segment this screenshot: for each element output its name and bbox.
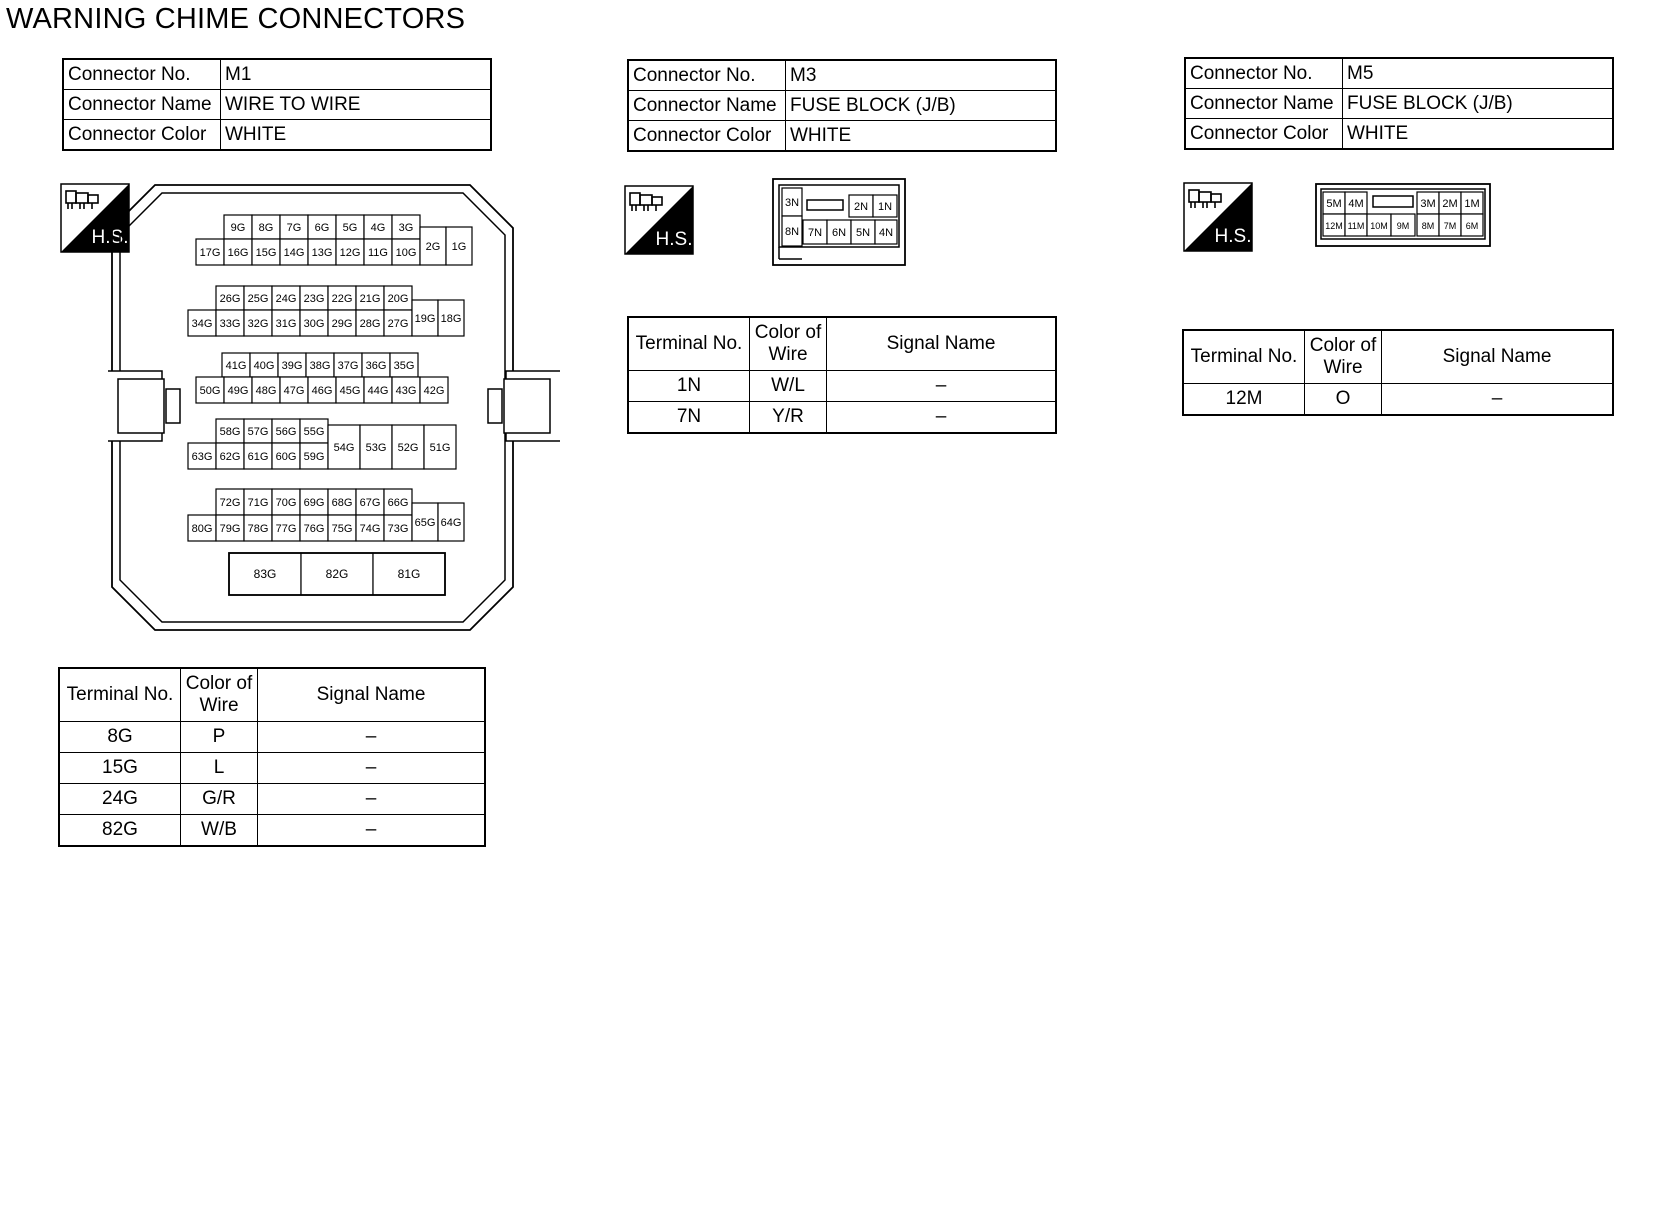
terminal-no-cell: 82G <box>59 815 181 847</box>
pin-label: 7N <box>807 227 823 239</box>
pin-label: 56G <box>275 426 297 438</box>
table-row <box>59 753 485 784</box>
pin-label: 30G <box>303 318 325 330</box>
pin-label: 10G <box>395 247 417 259</box>
pin-label: 12G <box>339 247 361 259</box>
pin-label: 17G <box>199 247 221 259</box>
pin-label: 38G <box>309 360 331 372</box>
pin-label: 29G <box>331 318 353 330</box>
pin-label: 12M <box>1325 221 1343 231</box>
page-title: WARNING CHIME CONNECTORS <box>6 3 466 35</box>
connector-face-m3 <box>772 178 906 266</box>
connector-name-value: FUSE BLOCK (J/B) <box>786 91 1057 121</box>
pin-label: 43G <box>395 385 417 397</box>
wire-color-cell: L <box>181 753 258 784</box>
table-row <box>59 815 485 847</box>
pin-label: 20G <box>387 293 409 305</box>
wire-color-cell: G/R <box>181 784 258 815</box>
connector-color-label: Connector Color <box>628 121 786 152</box>
signal-name-header: Signal Name <box>1382 330 1614 384</box>
pin-label: 11M <box>1347 221 1365 231</box>
pin-label: 22G <box>331 293 353 305</box>
pin-label: 68G <box>331 497 353 509</box>
wire-color-cell: P <box>181 722 258 753</box>
pin-label: 18G <box>440 313 462 325</box>
pin-label: 27G <box>387 318 409 330</box>
wire-color-cell: W/L <box>750 371 827 402</box>
pin-label: 31G <box>275 318 297 330</box>
pin-label: 16G <box>227 247 249 259</box>
pin-label: 82G <box>325 567 349 581</box>
connector-info-table-m5 <box>1184 57 1614 150</box>
pin-label: 36G <box>365 360 387 372</box>
pin-label: 14G <box>283 247 305 259</box>
signal-name-cell: – <box>827 371 1057 402</box>
connector-info-table-m1 <box>62 58 492 151</box>
pin-label: 5N <box>855 227 871 239</box>
pin-label: 41G <box>225 360 247 372</box>
pin-label: 34G <box>191 318 213 330</box>
table-row <box>1183 384 1613 416</box>
pin-label: 2N <box>853 201 869 213</box>
pin-label: 52G <box>397 442 419 454</box>
connector-info-table-m3 <box>627 59 1057 152</box>
pin-label: 21G <box>359 293 381 305</box>
connector-no-label: Connector No. <box>1185 58 1343 89</box>
color-of-wire-header <box>1305 330 1382 384</box>
hs-label: H.S. <box>655 229 693 250</box>
connector-name-value: WIRE TO WIRE <box>221 90 492 120</box>
wire-label: Wire <box>199 695 239 716</box>
pin-label: 78G <box>247 523 269 535</box>
connector-face-m5 <box>1315 183 1491 247</box>
pin-label: 8G <box>258 222 274 234</box>
pin-label: 79G <box>219 523 241 535</box>
table-row <box>59 784 485 815</box>
terminal-table-m3 <box>627 316 1057 434</box>
terminal-no-cell: 12M <box>1183 384 1305 416</box>
terminal-no-header: Terminal No. <box>628 317 750 371</box>
pin-label: 7M <box>1443 221 1457 231</box>
color-of-label: Color of <box>754 322 822 343</box>
table-row <box>628 402 1056 434</box>
pin-label: 71G <box>247 497 269 509</box>
connector-color-value: WHITE <box>1343 119 1614 150</box>
color-of-label: Color of <box>185 673 253 694</box>
pin-label: 11G <box>368 247 388 259</box>
pin-label: 50G <box>199 385 221 397</box>
pin-label: 61G <box>247 451 269 463</box>
pin-label: 72G <box>219 497 241 509</box>
pin-label: 3N <box>784 197 800 209</box>
pin-label: 9G <box>230 222 246 234</box>
pin-label: 7G <box>286 222 302 234</box>
connector-color-label: Connector Color <box>63 120 221 151</box>
pin-label: 64G <box>440 517 462 529</box>
connector-color-row <box>628 121 1056 152</box>
signal-name-cell: – <box>258 784 486 815</box>
signal-name-cell: – <box>1382 384 1614 416</box>
pin-label: 75G <box>331 523 353 535</box>
terminal-no-cell: 15G <box>59 753 181 784</box>
pin-label: 6M <box>1465 221 1479 231</box>
pin-label: 53G <box>365 442 387 454</box>
terminal-no-cell: 7N <box>628 402 750 434</box>
pin-label: 40G <box>253 360 275 372</box>
terminal-no-cell: 1N <box>628 371 750 402</box>
connector-name-value: FUSE BLOCK (J/B) <box>1343 89 1614 119</box>
pin-label: 3G <box>398 222 414 234</box>
pin-label: 44G <box>367 385 389 397</box>
wire-color-cell: O <box>1305 384 1382 416</box>
connector-name-label: Connector Name <box>63 90 221 120</box>
pin-label: 60G <box>275 451 297 463</box>
pin-label: 57G <box>247 426 269 438</box>
pin-label: 5G <box>342 222 358 234</box>
harness-side-icon <box>1183 182 1253 252</box>
pin-label: 62G <box>219 451 241 463</box>
pin-label: 46G <box>311 385 333 397</box>
hs-label: H.S. <box>91 227 129 248</box>
wire-color-cell: Y/R <box>750 402 827 434</box>
pin-label: 3M <box>1420 198 1436 210</box>
table-row <box>628 371 1056 402</box>
signal-name-cell: – <box>258 753 486 784</box>
pin-label: 28G <box>359 318 381 330</box>
terminal-table-m1 <box>58 667 486 847</box>
connector-face-m1 <box>108 183 560 633</box>
terminal-table-header <box>59 668 485 722</box>
pin-label: 10M <box>1370 221 1388 231</box>
color-of-wire-header <box>181 668 258 722</box>
pin-label: 48G <box>255 385 277 397</box>
pin-label: 35G <box>393 360 415 372</box>
hs-label: H.S. <box>1214 226 1252 247</box>
pin-label: 55G <box>303 426 325 438</box>
connector-no-value: M1 <box>221 59 492 90</box>
terminal-no-cell: 8G <box>59 722 181 753</box>
terminal-no-header: Terminal No. <box>1183 330 1305 384</box>
pin-label: 66G <box>387 497 409 509</box>
pin-label: 73G <box>387 523 409 535</box>
connector-color-row <box>63 120 491 151</box>
terminal-table-header <box>1183 330 1613 384</box>
signal-name-cell: – <box>258 722 486 753</box>
pin-label: 47G <box>283 385 305 397</box>
connector-name-label: Connector Name <box>1185 89 1343 119</box>
pin-label: 39G <box>281 360 303 372</box>
pin-label: 5M <box>1326 198 1342 210</box>
pin-label: 65G <box>414 517 436 529</box>
pin-label: 83G <box>253 567 277 581</box>
pin-label: 19G <box>414 313 436 325</box>
pin-label: 58G <box>219 426 241 438</box>
connector-name-row <box>63 90 491 120</box>
connector-no-value: M5 <box>1343 58 1614 89</box>
pin-label: 74G <box>359 523 381 535</box>
pin-label: 23G <box>303 293 325 305</box>
wire-label: Wire <box>1323 357 1363 378</box>
pin-label: 32G <box>247 318 269 330</box>
pin-label: 1N <box>877 201 893 213</box>
pin-label: 4G <box>370 222 386 234</box>
pin-label: 15G <box>255 247 277 259</box>
pin-label: 81G <box>397 567 421 581</box>
pin-label: 42G <box>423 385 445 397</box>
pin-label: 26G <box>219 293 241 305</box>
pin-label: 76G <box>303 523 325 535</box>
connector-color-label: Connector Color <box>1185 119 1343 150</box>
wire-color-cell: W/B <box>181 815 258 847</box>
pin-label: 8M <box>1421 221 1435 231</box>
connector-name-row <box>628 91 1056 121</box>
pin-label: 69G <box>303 497 325 509</box>
pin-label: 59G <box>303 451 325 463</box>
pin-label: 77G <box>275 523 297 535</box>
signal-name-header: Signal Name <box>258 668 486 722</box>
connector-no-row <box>628 60 1056 91</box>
pin-label: 49G <box>227 385 249 397</box>
pin-label: 13G <box>311 247 333 259</box>
pin-label: 45G <box>339 385 361 397</box>
pin-label: 80G <box>191 523 213 535</box>
pin-label: 6G <box>314 222 330 234</box>
terminal-no-header: Terminal No. <box>59 668 181 722</box>
color-of-label: Color of <box>1309 335 1377 356</box>
pin-label: 67G <box>359 497 381 509</box>
terminal-table-m5 <box>1182 329 1614 416</box>
connector-color-value: WHITE <box>786 121 1057 152</box>
pin-label: 51G <box>429 442 451 454</box>
pin-label: 25G <box>247 293 269 305</box>
terminal-no-cell: 24G <box>59 784 181 815</box>
pin-label: 33G <box>219 318 241 330</box>
pin-label: 1M <box>1464 198 1480 210</box>
pin-label: 37G <box>337 360 359 372</box>
connector-name-row <box>1185 89 1613 119</box>
pin-label: 1G <box>451 241 467 253</box>
connector-no-row <box>63 59 491 90</box>
pin-label: 4N <box>878 227 894 239</box>
connector-no-label: Connector No. <box>63 59 221 90</box>
terminal-table-header <box>628 317 1056 371</box>
table-row <box>59 722 485 753</box>
pin-label: 24G <box>275 293 297 305</box>
connector-color-row <box>1185 119 1613 150</box>
connector-color-value: WHITE <box>221 120 492 151</box>
harness-side-icon <box>624 185 694 255</box>
pin-label: 6N <box>831 227 847 239</box>
pin-label: 2G <box>425 241 441 253</box>
pin-label: 4M <box>1348 198 1364 210</box>
wire-label: Wire <box>768 344 808 365</box>
pin-label: 2M <box>1442 198 1458 210</box>
connector-no-row <box>1185 58 1613 89</box>
signal-name-header: Signal Name <box>827 317 1057 371</box>
connector-no-label: Connector No. <box>628 60 786 91</box>
signal-name-cell: – <box>258 815 486 847</box>
connector-name-label: Connector Name <box>628 91 786 121</box>
pin-label: 70G <box>275 497 297 509</box>
pin-label: 54G <box>333 442 355 454</box>
color-of-wire-header <box>750 317 827 371</box>
signal-name-cell: – <box>827 402 1057 434</box>
pin-label: 63G <box>191 451 213 463</box>
connector-no-value: M3 <box>786 60 1057 91</box>
pin-label: 9M <box>1396 221 1410 231</box>
pin-label: 8N <box>784 226 800 238</box>
